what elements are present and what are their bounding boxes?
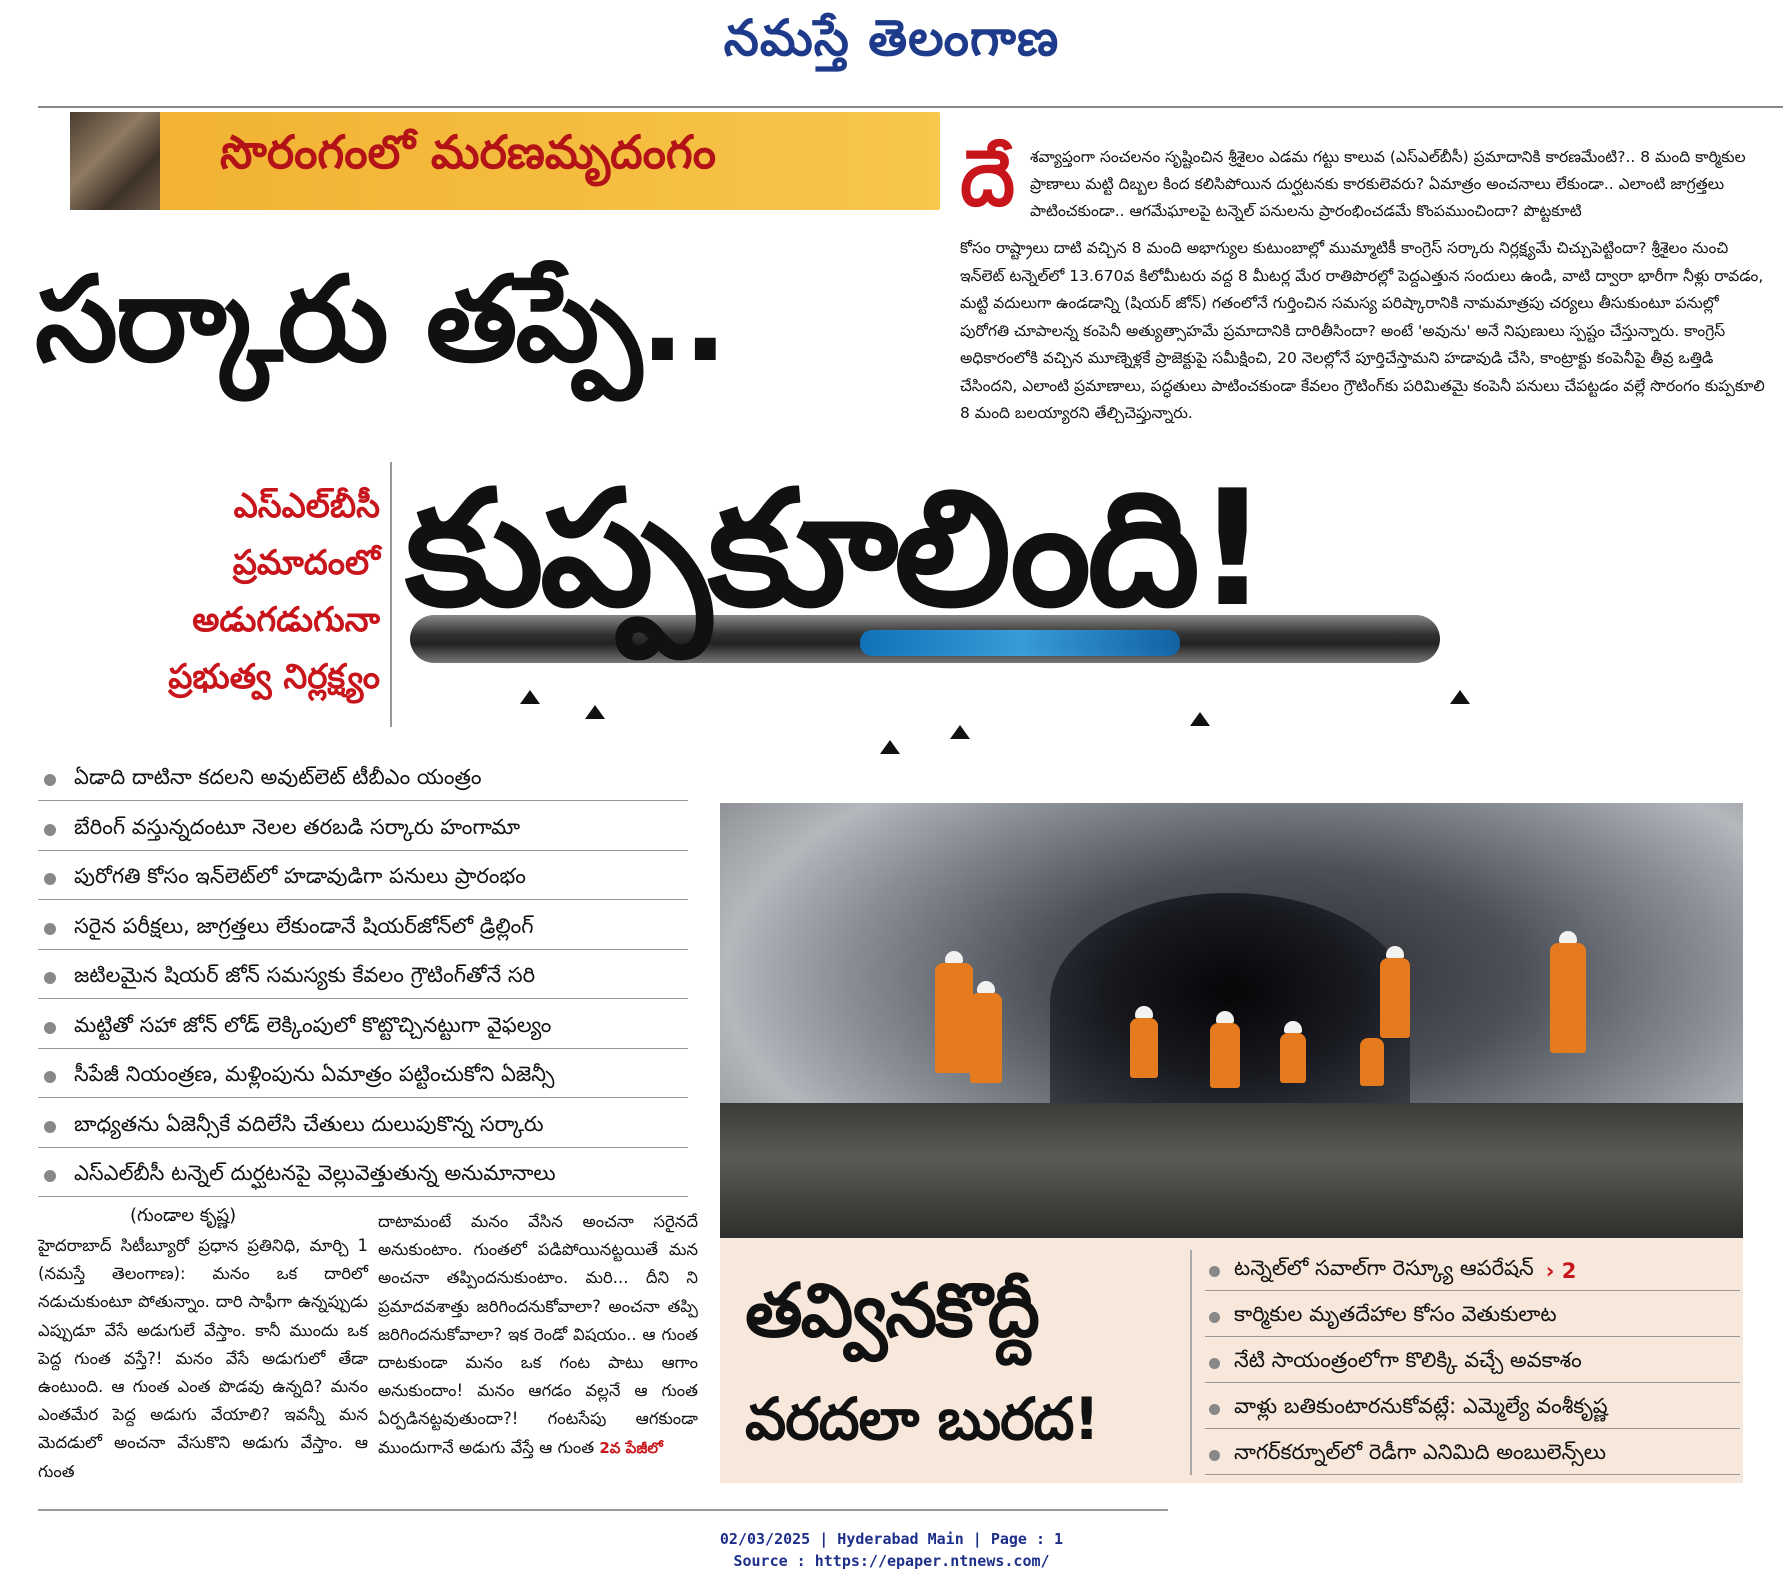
deck-line: అడుగడుగునా: [192, 600, 380, 640]
bullet-dot-icon: [44, 873, 56, 885]
kicker-title: సొరంగంలో మరణమృదంగం: [220, 125, 717, 179]
side-headline: తవ్వినకొద్దీ: [745, 1268, 1038, 1354]
bullet-dot-icon: [1209, 1266, 1220, 1277]
page-ref-link[interactable]: › 2: [1545, 1259, 1577, 1283]
rescue-worker: [1360, 1038, 1384, 1086]
body-column-2: [378, 1208, 698, 1462]
lead-dropcap: దే: [960, 134, 1016, 224]
rescue-worker: [935, 963, 973, 1073]
rescue-worker: [1210, 1023, 1240, 1088]
bullet-item: మట్టితో సహా జోన్‌ లోడ్‌ లెక్కింపులో కొట్టొచ్చినట్టుగా వైఫల్యం: [38, 1008, 688, 1049]
masthead: నమస్తే తెలంగాణ: [723, 8, 1060, 67]
bullet-item: జటిలమైన షియర్‌ జోన్‌ సమస్యకు కేవలం గ్రౌటింగ్‌తోనే సరి: [38, 958, 688, 999]
main-headline: సర్కారు తప్పే..: [35, 250, 726, 388]
bullet-item: పురోగతి కోసం ఇన్‌లెట్‌లో హడావుడిగా పనులు ప్రారంభం: [38, 859, 688, 900]
side-bullet-item: నేటి సాయంత్రంలోగా కొలిక్కి వచ్చే అవకాశం: [1205, 1344, 1740, 1383]
side-bullet-item: టన్నెల్‌లో సవాల్‌గా రెస్క్యూ ఆపరేషన్‌ › 2: [1205, 1252, 1740, 1291]
bottom-rule: [38, 1509, 1168, 1511]
bullet-list: [38, 760, 688, 1206]
helmet-icon: [1284, 1021, 1302, 1033]
bullet-dot-icon: [1209, 1312, 1220, 1323]
tunnel-rescue-photo: [720, 803, 1743, 1238]
bullet-dot-icon: [44, 1121, 56, 1133]
debris-fragment: [1450, 690, 1470, 704]
side-bullet-list: [1205, 1252, 1740, 1482]
body-column-1: హైదరాబాద్‌ సిటీబ్యూరో ప్రధాన ప్రతినిధి, మార్చి 1 (నమస్తే తెలంగాణ): మనం ఒక దారిలో నడుచుకుంటూ పోతున్నాం. దారి సాఫీగా ఉన్నప్పుడు ఎప్పుడూ వేసే అడుగులే వేస్తాం. కానీ ముందు ఒక పెద్ద గుంత వస్తే?! మనం వేసే అడుగులో తేడా ఉంటుంది. ఆ గుంత ఎంత పొడవు ఉన్నది? మనం ఎంతమేర పెద్ద అడుగు వేయాలి? ఇవన్నీ మన మెదడులో అంచనా వేసుకొని అడుగు వేస్తాం. ఆ గుంత: [38, 1236, 368, 1481]
side-divider: [1190, 1250, 1192, 1475]
rescue-worker: [1380, 958, 1410, 1038]
debris-fragment: [950, 725, 970, 739]
bullet-dot-icon: [44, 824, 56, 836]
footer-source[interactable]: Source : https://epaper.ntnews.com/: [733, 1552, 1050, 1570]
deck-line: ప్రమాదంలో: [232, 543, 380, 583]
deck: [110, 478, 380, 706]
bullet-dot-icon: [44, 923, 56, 935]
debris-ground: [720, 1103, 1743, 1238]
bullet-dot-icon: [44, 972, 56, 984]
deck-line: ప్రభుత్వ నిర్లక్ష్యం: [168, 657, 380, 697]
mega-headline: కుప్పకూలింది!: [405, 455, 1266, 642]
masthead-rule: [38, 106, 1783, 108]
debris-fragment: [1190, 712, 1210, 726]
bullet-item: సీపేజీ నియంత్రణ, మళ్లింపును ఏమాత్రం పట్టించుకోని ఏజెన్సీ: [38, 1057, 688, 1098]
side-subheadline: వరదలా బురద!: [745, 1385, 1099, 1453]
lead-paragraph-rest: కోసం రాష్ట్రాలు దాటి వచ్చిన 8 మంది అభాగ్యుల కుటుంబాల్లో ముమ్మాటికీ కాంగ్రెస్‌ సర్కారు నిర్లక్ష్యమే చిచ్చుపెట్టిందా? శ్రీశైలం నుంచి ఇన్‌లెట్‌ టన్నెల్‌లో 13.670వ కిలోమీటరు వద్ద 8 మీటర్ల మేర రాతిపొరల్లో పెద్దఎత్తున సందులు ఉండి, వాటి ద్వారా భారీగా నీళ్లు రావడం, మట్టి వదులుగా ఉండడాన్ని (షియర్‌ జోన్‌) గతంలోనే గుర్తించిన సమస్య పరిష్కారానికి నామమాత్రపు చర్యలు తీసుకుంటూ పనుల్లో పురోగతి చూపాలన్న కంపెనీ అత్యుత్సాహమే ప్రమాదానికి దారితీసిందా? అంటే 'అవును' అనే నిపుణులు స్పష్టం చేస్తున్నారు. కాంగ్రెస్‌ అధికారంలోకి వచ్చిన మూణ్నెళ్లకే ప్రాజెక్టుపై సమీక్షించి, 20 నెలల్లోనే పూర్తిచేస్తామని హడావుడి చేసి, కాంట్రాక్టు కంపెనీపై తీవ్ర ఒత్తిడి చేసిందని, ఎలాంటి ప్రమాణాలు, పద్ధతులు పాటించకుండా కేవలం గ్రౌటింగ్‌కు పరిమితమై కంపెనీ పనులు చేపట్టడం వల్లే సొరంగం కుప్పకూలి 8 మంది బలయ్యారని తేల్చిచెప్తున్నారు.: [960, 239, 1765, 422]
helmet-icon: [977, 981, 995, 993]
bullet-dot-icon: [1209, 1358, 1220, 1369]
bullet-item: బేరింగ్‌ వస్తున్నదంటూ నెలల తరబడి సర్కారు హంగామా: [38, 810, 688, 851]
helmet-icon: [1216, 1011, 1234, 1023]
bullet-dot-icon: [44, 1071, 56, 1083]
bullet-item: సరైన పరీక్షలు, జాగ్రత్తలు లేకుండానే షియర్‌జోన్‌లో డ్రిల్లింగ్‌: [38, 909, 688, 950]
rescue-worker: [970, 993, 1002, 1083]
rescue-worker: [1550, 943, 1586, 1053]
side-bullet-item: కార్మికుల మృతదేహాల కోసం వెతుకులాట: [1205, 1298, 1740, 1337]
kicker-photo: [70, 112, 160, 210]
body-column-2-text: దాటామంటే మనం వేసిన అంచనా సరైనదే అనుకుంటాం. గుంతలో పడిపోయినట్టయితే మన అంచనా తప్పిందనుకుంటాం. మరి... దీని ని ప్రమాదవశాత్తు జరిగిందనుకోవాలా? అంచనా తప్పి జరిగిందనుకోవాలా? ఇక రెండో విషయం.. ఆ గుంత దాటకుండా మనం ఒక గంట పాటు ఆగాం అనుకుందాం! మనం ఆగడం వల్లనే ఆ గుంత ఏర్పడినట్టవుతుందా?! గంటసేపు ఆగకుండా ముందుగానే అడుగు వేస్తే ఆ గుంత: [378, 1212, 698, 1457]
footer-date-edition: 02/03/2025 | Hyderabad Main | Page : 1: [719, 1530, 1064, 1548]
bullet-item: ఎస్‌ఎల్‌బీసీ టన్నెల్‌ దుర్ఘటనపై వెల్లువెత్తుతున్న అనుమానాలు: [38, 1156, 688, 1197]
bullet-dot-icon: [44, 1170, 56, 1182]
side-bullet-item: నాగర్‌కర్నూల్‌లో రెడీగా ఎనిమిది అంబులెన్స్‌లు: [1205, 1436, 1740, 1475]
rescue-worker: [1130, 1018, 1158, 1078]
continued-link[interactable]: 2వ పేజీలో: [599, 1438, 663, 1457]
bullet-dot-icon: [44, 1022, 56, 1034]
helmet-icon: [1559, 931, 1577, 943]
byline: (గుండాల కృష్ణ): [130, 1205, 237, 1226]
lead-paragraph-top: శవ్యాప్తంగా సంచలనం సృష్టించిన శ్రీశైలం ఎడమ గట్టు కాలువ (ఎస్‌ఎల్‌బీసీ) ప్రమాదానికి కారణమేంటి?.. 8 మంది కార్మికుల ప్రాణాలు మట్టి దిబ్బల కింద కలిసిపోయిన దుర్ఘటనకు కారకులెవరు? ఏమాత్రం అంచనాలు లేకుండా.. ఎలాంటి జాగ్రత్తలు పాటించకుండా.. ఆగమేఘాలపై టన్నెల్‌ పనులను ప్రారంభించడమే కొంపముంచిందా? పొట్టకూటి: [1030, 148, 1746, 220]
bullet-dot-icon: [1209, 1404, 1220, 1415]
bullet-dot-icon: [1209, 1450, 1220, 1461]
bullet-dot-icon: [44, 774, 56, 786]
deck-line: ఎస్‌ఎల్‌బీసీ: [233, 486, 380, 526]
rescue-worker: [1280, 1033, 1306, 1083]
debris-fragment: [880, 740, 900, 754]
deck-divider: [390, 462, 392, 727]
helmet-icon: [1386, 946, 1404, 958]
helmet-icon: [945, 951, 963, 963]
debris-fragment: [585, 705, 605, 719]
bullet-item: ఏడాది దాటినా కదలని అవుట్‌లెట్‌ టీబీఎం యంత్రం: [38, 760, 688, 801]
footer: [0, 1528, 1783, 1572]
side-bullet-item: వాళ్లు బతికుంటారనుకోవట్లే: ఎమ్మెల్యే వంశీకృష్ణ: [1205, 1390, 1740, 1429]
helmet-icon: [1135, 1006, 1153, 1018]
debris-fragment: [520, 690, 540, 704]
bullet-item: బాధ్యతను ఏజెన్సీకే వదిలేసి చేతులు దులుపుకొన్న సర్కారు: [38, 1107, 688, 1148]
